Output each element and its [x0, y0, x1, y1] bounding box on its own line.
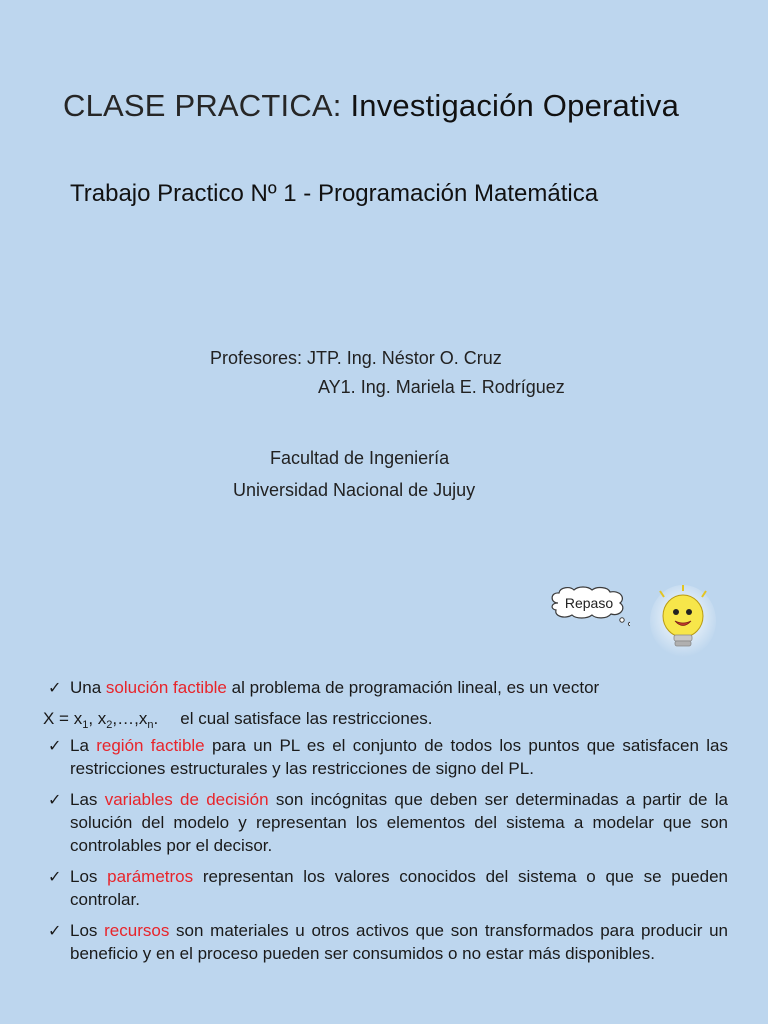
review-bullet-list — [43, 676, 728, 973]
highlighted-term: solución factible — [105, 678, 227, 697]
list-item — [48, 734, 728, 780]
professors-block — [210, 344, 565, 402]
check-icon: ✓ — [48, 921, 62, 940]
vector-definition — [43, 707, 723, 730]
list-item — [48, 865, 728, 911]
lightbulb-icon — [650, 585, 716, 661]
check-icon: ✓ — [48, 736, 62, 755]
highlighted-term: recursos — [104, 921, 170, 940]
professor-line-1: Profesores: JTP. Ing. Néstor O. Cruz — [210, 348, 502, 368]
bullet-text: son incógnitas que deben ser determinadas a partir de la solución del modelo y representan los elementos del sistema a modelar que son controlables por el decisor. — [70, 790, 728, 855]
slide-subtitle: Trabajo Practico Nº 1 - Programación Matemática — [70, 180, 599, 207]
subscript: n — [147, 719, 154, 731]
repaso-label: Repaso — [564, 595, 614, 611]
university-name: Universidad Nacional de Jujuy — [233, 480, 476, 500]
vector-part: X = x — [43, 709, 83, 728]
title-main: Investigación Operativa — [350, 88, 680, 123]
check-icon: ✓ — [48, 790, 62, 809]
vector-part: . — [153, 709, 159, 728]
vector-part: , x — [88, 709, 107, 728]
bullet-text: al problema de programación lineal, es un vector — [226, 678, 600, 697]
professor-line-2: AY1. Ing. Mariela E. Rodríguez — [318, 377, 565, 397]
highlighted-term: variables de decisión — [104, 790, 269, 809]
highlighted-term: parámetros — [107, 867, 194, 886]
check-icon: ✓ — [48, 867, 62, 886]
bullet-text: son materiales u otros activos que son transformados para producir un beneficio y en el proceso pueden ser consumidos o no estar más disponibles. — [70, 921, 728, 963]
repaso-thought-bubble — [548, 586, 630, 620]
vector-description: el cual satisface las restricciones. — [180, 709, 433, 728]
slide-title — [63, 88, 679, 124]
title-prefix: CLASE PRACTICA: — [63, 88, 342, 123]
bullet-text: Los — [70, 867, 108, 886]
vector-part: ,…,x — [112, 709, 148, 728]
highlighted-term: región factible — [96, 736, 205, 755]
bullet-text: Los — [70, 921, 105, 940]
bullet-text: La — [70, 736, 97, 755]
bullet-text: Las — [70, 790, 105, 809]
bullet-text: para un PL es el conjunto de todos los puntos que satisfacen las restricciones estructurales y las restricciones de signo del PL. — [70, 736, 728, 778]
subscript: 1 — [82, 719, 89, 731]
institution-block — [0, 442, 768, 506]
subscript: 2 — [106, 719, 113, 731]
list-item — [48, 788, 728, 857]
list-item — [48, 919, 728, 965]
faculty-name: Facultad de Ingeniería — [270, 448, 450, 468]
bullet-text: representan los valores conocidos del sistema o que se pueden controlar. — [70, 867, 728, 909]
bullet-text: Una — [70, 678, 106, 697]
check-icon: ✓ — [48, 678, 62, 697]
list-item — [48, 676, 728, 699]
